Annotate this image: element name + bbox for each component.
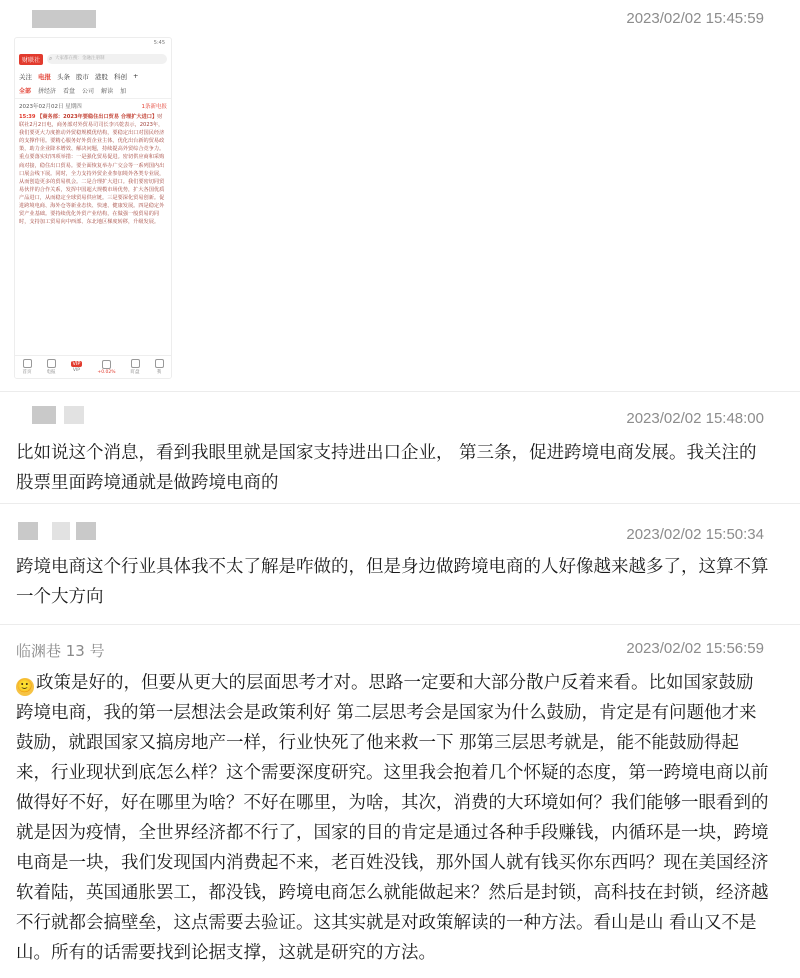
blurred-username	[32, 406, 56, 424]
tab-watch: 盯盘	[131, 359, 140, 375]
message-1	[0, 0, 800, 392]
app-logo: 财联社	[19, 54, 43, 65]
blurred-username	[18, 522, 38, 540]
divider	[0, 624, 800, 625]
blurred-username	[76, 522, 96, 540]
tab-home: 首页	[23, 359, 32, 375]
subnav-item-active: 全部	[19, 88, 32, 95]
user-icon	[155, 359, 164, 368]
subnav-item: 看盘	[63, 88, 76, 95]
message-text-content: 政策是好的，但要从更大的层面思考才对。思路一定要和大部分散户反着来看。比如国家鼓励跨境电商，我的第一层想法会是政策利好 第二层思考会是国家为什么鼓励，肯定是有问题他才来鼓励，就跟国家又搞房地产一样，行业快死了他来救一下 那第三层思考就是，能不能鼓励得起来，行业现状到底怎么样？这个需要深度研究。这里我会抱着几个怀疑的态度，第一跨境电商以前做得好不好，好在哪里为啥？不好在哪里，为啥，其次，消费的大环境如何？我们能够一眼看到的就是因为疫情，全世界经济都不行了，国家的目的肯定是通过各种手段赚钱，内循环是一块，跨境电商是一块，我们发现国内消费起不来，老百姓没钱，那外国人就有钱买你东西吗？现在美国经济软着陆，英国通胀罢工，都没钱，跨境电商怎么就能做起来？然后是封锁，高科技在封锁，经济越不行就都会搞壁垒，这点需要去验证。这其实就是对政策解读的一种方法。看山是山 看山又不是山。所有的话需要找到论据支撑，这就是研究的方法。	[16, 673, 769, 963]
phone-search-box	[47, 54, 167, 64]
phone-tab-bar	[15, 355, 171, 378]
tab-me: 我	[155, 359, 164, 375]
article-headline: 【商务部：2023年要稳住出口贸易 合理扩大进口】	[37, 114, 158, 120]
message-timestamp: 2023/02/02 15:56:59	[626, 640, 764, 657]
nav-item: 股市	[76, 73, 89, 81]
nav-add-icon: +	[133, 72, 139, 80]
subnav-item: 公司	[82, 88, 95, 95]
article-body: 财联社2月2日电，商务部对外贸易司司长李兴乾表示，2023年，我们要更大力度推动外贸稳规模优结构，要稳定出口对国民经济的支撑作用。要精心服务好外贸企业主体，优化出台新的贸易政策，助力企业降本增效、解决问题，持续提高外贸综合竞争力。重点要落实好四项举措：一是强化贸易促进。密切供应商和采购商对接，稳住出口贸易。要全面恢复举办广交会等一系列国内出口展会线下展。同时，全力支持外贸企业参加境外各类专业展，从而创造更多的贸易机会。二是合理扩大进口。我们要密切同贸易伙伴的合作关系，发挥中国超大规模市场优势，扩大各国优质产品进口，从而稳定全球贸易供应链。三是要深化贸易创新。促进跨境电商、海外仓等新业态快、快速、健康发展。四是稳定外贸产业基础。要持续优化外贸产业结构，在做强一般贸易的同时，支持加工贸易向中西部、东北地区梯度转移，升级发展。	[19, 114, 165, 226]
blurred-username	[64, 406, 84, 424]
blurred-username	[32, 10, 96, 28]
tab-telegraph: 电报	[47, 359, 56, 375]
chart-icon	[102, 360, 111, 369]
username[interactable]: 临渊巷 13 号	[16, 642, 105, 660]
message-3	[0, 512, 800, 624]
message-4	[0, 634, 800, 978]
search-icon: ⌕	[49, 55, 53, 62]
message-header	[0, 512, 800, 542]
message-timestamp: 2023/02/02 15:45:59	[626, 10, 764, 27]
phone-nav	[15, 68, 171, 83]
blurred-username	[52, 522, 70, 540]
message-text	[16, 668, 770, 968]
nav-item: 关注	[19, 73, 32, 81]
new-badge: 1条新电报	[141, 104, 167, 110]
nav-item-active: 电报	[38, 73, 51, 81]
phone-app-header	[15, 50, 171, 68]
vip-icon: VIP	[72, 361, 81, 367]
watch-icon	[131, 359, 140, 368]
search-placeholder: 大家都在搜：金融注册制	[55, 56, 105, 61]
message-text: 比如说这个消息，看到我眼里就是国家支持进出口企业， 第三条，促进跨境电商发展。我关注的股票里面跨境通就是做跨境电商的	[16, 443, 757, 493]
article-time: 15:39	[19, 114, 36, 120]
telegraph-icon	[47, 359, 56, 368]
message-header	[0, 396, 800, 426]
home-icon	[23, 359, 32, 368]
phone-date-row	[15, 99, 171, 113]
subnav-item: 解读	[101, 88, 114, 95]
tab-vip: VIP VIP	[72, 361, 81, 373]
nav-item: 港股	[95, 73, 108, 81]
message-timestamp: 2023/02/02 15:50:34	[626, 526, 764, 543]
message-2	[0, 396, 800, 504]
tab-index: +0.02%	[97, 360, 115, 375]
phone-article	[15, 113, 171, 345]
article-date: 2023年02月02日 星期四	[19, 104, 82, 110]
subnav-item: 拼经济	[38, 88, 57, 95]
phone-status-bar: 5:45	[153, 40, 165, 46]
message-timestamp: 2023/02/02 15:48:00	[626, 410, 764, 427]
divider	[0, 391, 800, 392]
message-header	[0, 0, 800, 36]
attached-screenshot[interactable]	[14, 37, 172, 379]
phone-subnav	[15, 83, 171, 99]
nav-item: 头条	[57, 73, 70, 81]
divider	[0, 503, 800, 504]
message-header	[0, 634, 800, 664]
message-text: 跨境电商这个行业具体我不太了解是咋做的，但是身边做跨境电商的人好像越来越多了，这算不算一个大方向	[16, 557, 769, 607]
nav-item: 科创	[114, 73, 127, 81]
subnav-item: 加	[120, 88, 127, 95]
smile-emoji-icon: 🙂	[16, 679, 34, 694]
